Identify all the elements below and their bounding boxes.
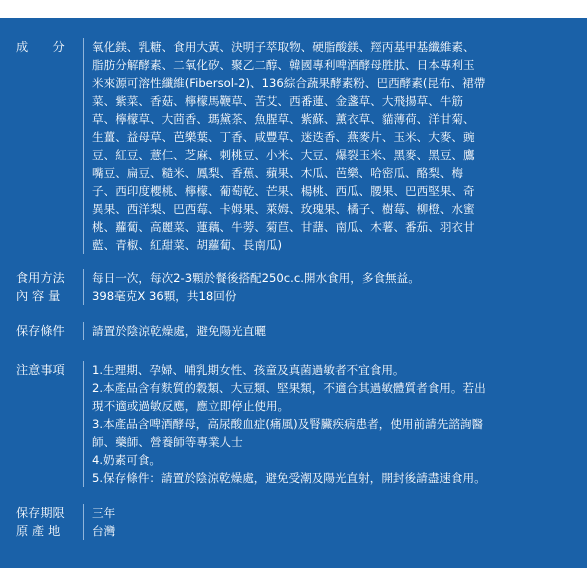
storage-label: 保存條件	[16, 324, 65, 338]
usage-label: 食用方法	[16, 271, 65, 285]
storage-text: 請置於陰涼乾燥處，避免陽光直曬	[92, 324, 266, 338]
notes-text: 1.生理期、孕婦、哺乳期女性、孩童及真菌過敏者不宜食用。 2.本產品含有麩質的穀類、大豆類、堅果類，不適合其過敏體質者食用。若出 現不適或過敏反應，應立即停止使用。 3.本產品含啤酒酵母，高尿酸血症(痛風)及腎臟疾病患者，使用前請先諮詢醫 師、藥師、營養師等專業人士 4.奶素可食。 5.保存條件：請置於陰涼乾燥處，避免受潮及陽光直射，開封後請盡速食用。	[92, 363, 486, 485]
contents-text: 398毫克X 36顆，共18回份	[92, 289, 237, 303]
usage-divider	[83, 269, 84, 305]
shelf-origin-labels	[16, 504, 74, 540]
origin-text: 台灣	[92, 524, 116, 538]
shelf-life-text: 三年	[92, 506, 116, 520]
notes-label: 注意事項	[16, 363, 65, 377]
usage-labels	[16, 269, 74, 305]
notes-divider	[83, 361, 84, 487]
ingredients-text: 氧化鎂、乳糖、食用大黃、決明子萃取物、硬脂酸鎂、羥丙基甲基纖維素、 脂肪分解酵素、二氧化矽、聚乙二醇、韓國專利啤酒酵母胜肽、日本專利玉 米來源可溶性纖維(Fibersol-2)、136綜合蔬果酵素粉、巴西酵素(昆布、裙帶 菜、紫菜、香菇、檸檬馬鞭草、苦艾、西番蓮、金盞草、大飛揚草、牛筋 草、檸檬草、大茴香、瑪黛茶、魚腥草、紫蘇、薰衣草、貓薄荷、洋甘菊、 生薑、益母草、芭樂葉、丁香、咸豐草、迷迭香、燕麥片、玉米、大麥、豌 豆、紅豆、薏仁、芝麻、刺桃豆、小米、大豆、爆裂玉米、黑麥、黑豆、鷹 嘴豆、扁豆、糙米、鳳梨、香蕉、蘋果、木瓜、芭樂、哈密瓜、酪梨、梅 子、西印度櫻桃、檸檬、葡萄乾、芒果、楊桃、西瓜、腰果、巴西堅果、奇 異果、西洋梨、巴西莓、卡姆果、萊姆、玫瑰果、橘子、樹莓、柳橙、水蜜 桃、蘿蔔、高麗菜、蓮藕、牛蒡、菊苣、甘藷、南瓜、木薯、番茄、羽衣甘 藍、青椒、紅甜菜、胡蘿蔔、長南瓜)	[92, 40, 486, 252]
usage-text: 每日一次，每次2-3顆於餐後搭配250c.c.開水食用，多食無益。	[92, 271, 420, 285]
ingredients-divider	[83, 38, 84, 254]
contents-label: 內 容 量	[16, 289, 61, 303]
product-info-panel	[0, 18, 587, 568]
shelf-life-label: 保存期限	[16, 506, 65, 520]
shelf-origin-content	[92, 504, 574, 540]
ingredients-label: 成 分	[16, 40, 65, 54]
usage-content	[92, 269, 574, 305]
origin-label: 原 產 地	[16, 524, 61, 538]
shelf-origin-divider	[83, 504, 84, 540]
storage-divider	[83, 322, 84, 340]
